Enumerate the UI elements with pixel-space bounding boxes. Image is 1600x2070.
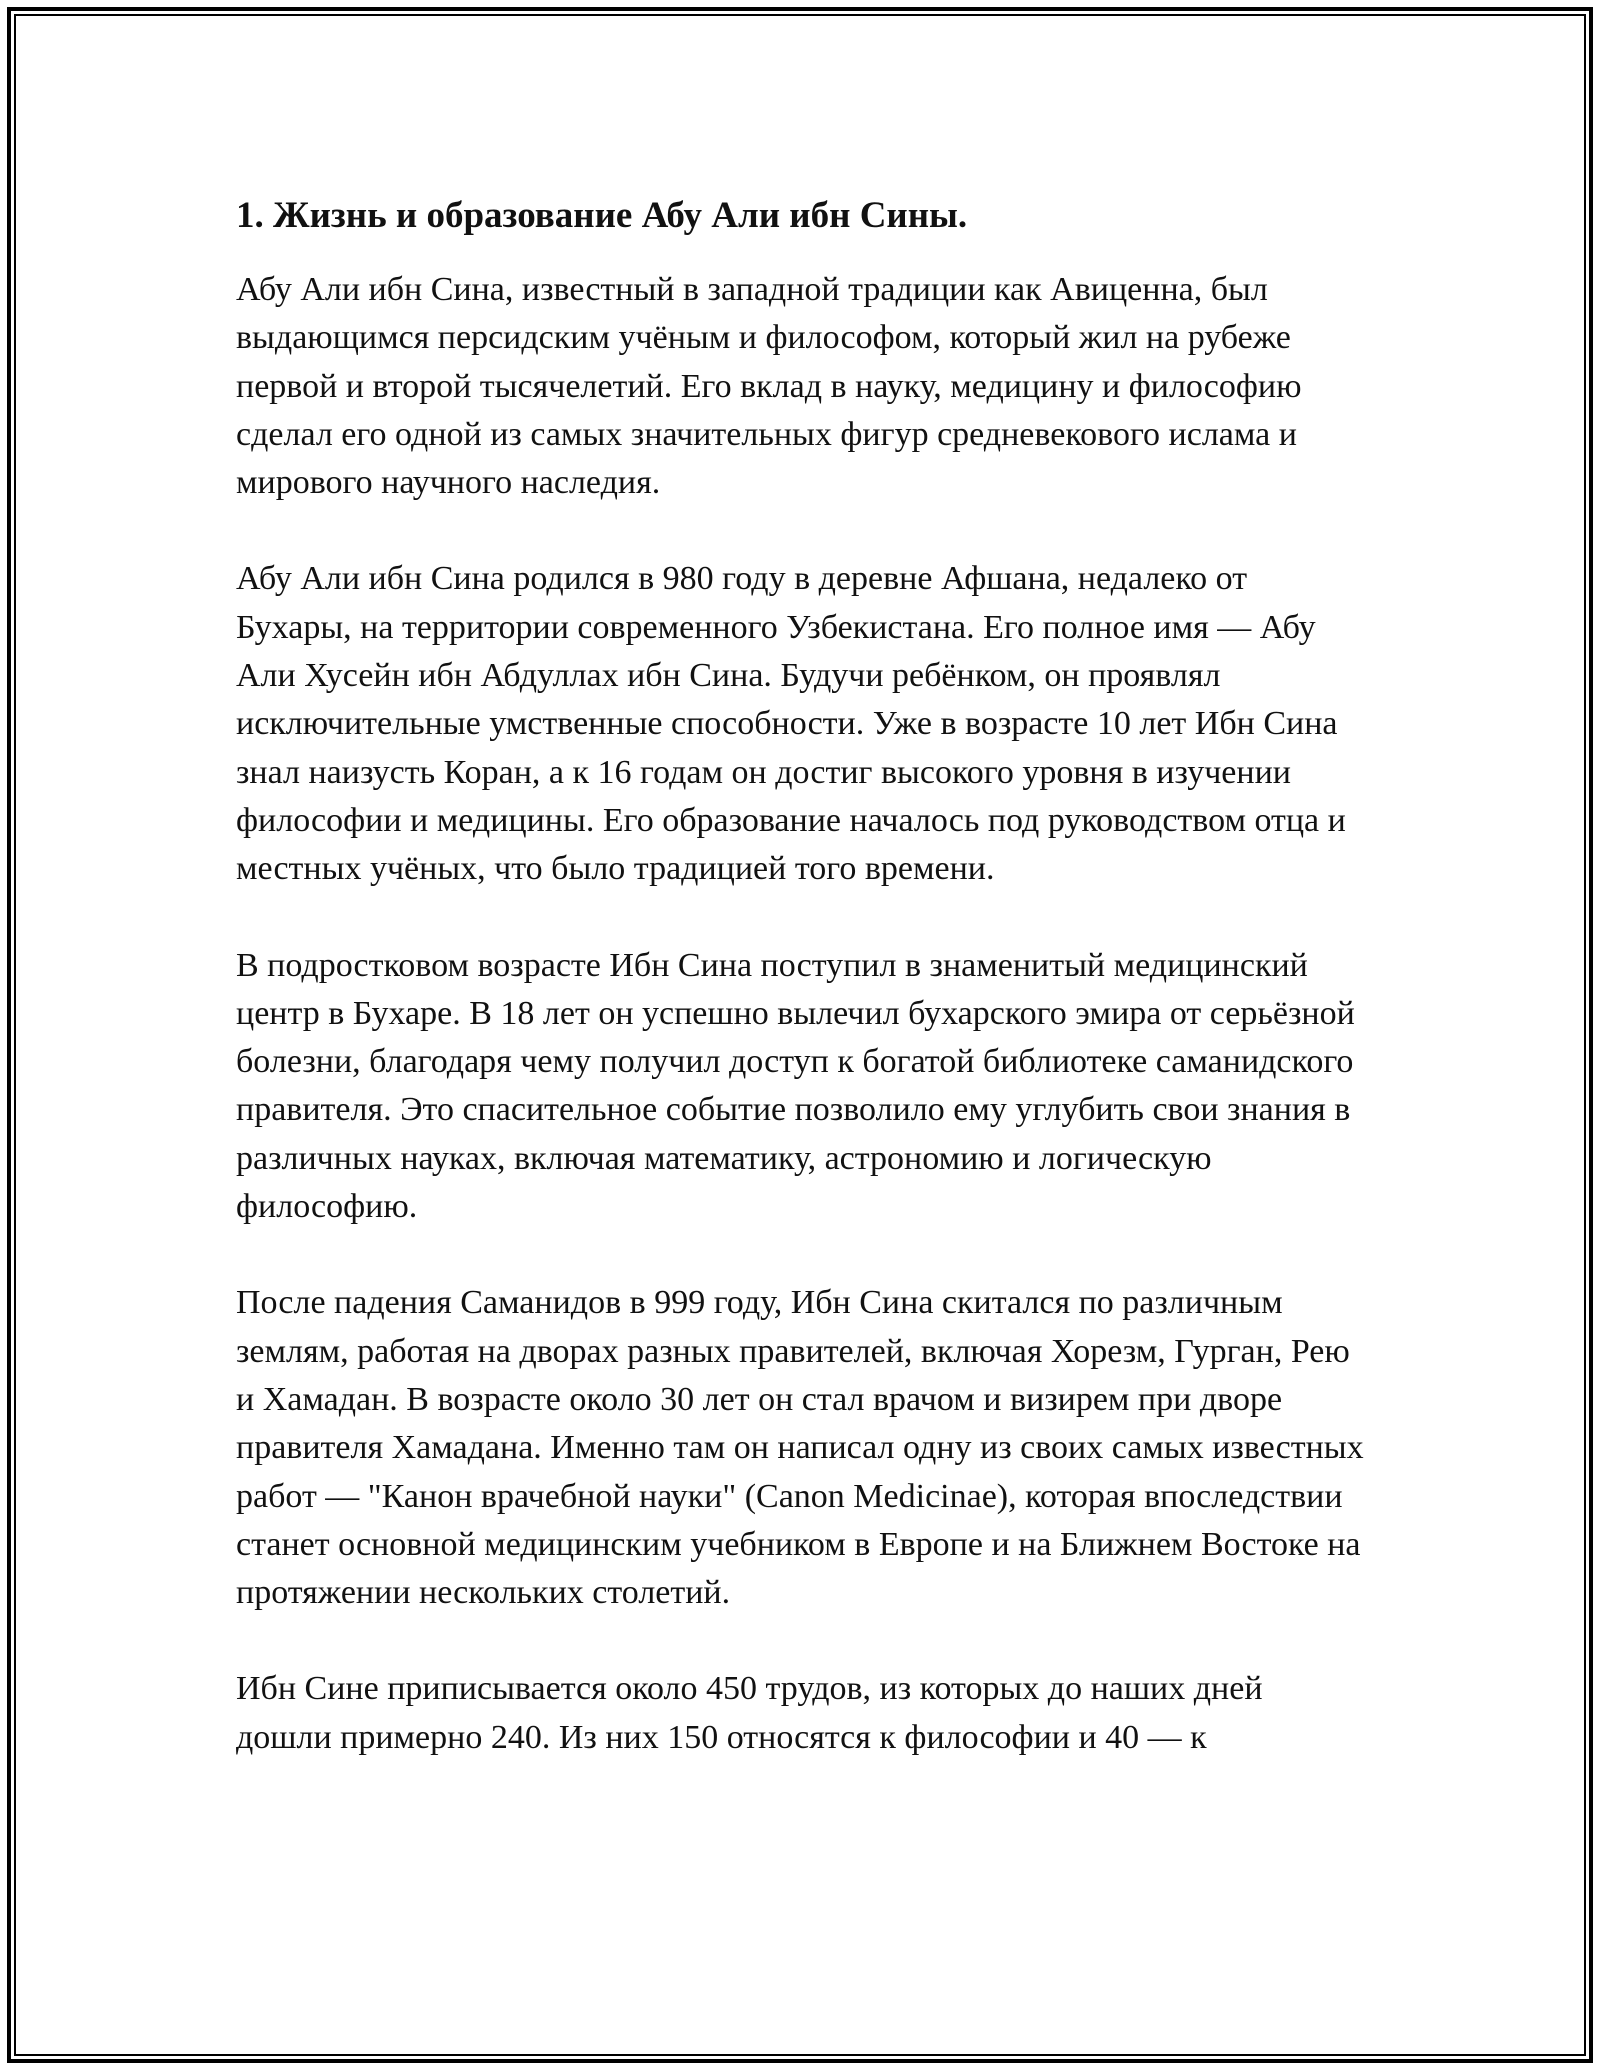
section-heading: 1. Жизнь и образование Абу Али ибн Сины. <box>236 195 968 236</box>
paragraph-wanderings: После падения Саманидов в 999 году, Ибн Сина скитался по различным землям, работая на дворах разных правителей, включая Хорезм, Гурган, Рею и Хамадан. В возрасте около 30 лет он стал врачом и визирем при дворе правителя Хамадана. Именно там он написал одну из своих самых известных работ — "Канон врачебной науки" (Canon Medicinae), которая впоследствии станет основной медицинским учебником в Европе и на Ближнем Востоке на протяжении нескольких столетий. <box>236 1284 1364 1612</box>
paragraph-introduction: Абу Али ибн Сина, известный в западной традиции как Авиценна, был выдающимся персидским учёным и философом, который жил на рубеже первой и второй тысячелетий. Его вклад в науку, медицину и философию сделал его одной из самых значительных фигур средневекового ислама и мирового научного наследия. <box>236 271 1302 502</box>
paragraph-works: Ибн Сине приписывается около 450 трудов, из которых до наших дней дошли примерно 240. Из них 150 относятся к философии и 40 — к <box>236 1670 1263 1756</box>
paragraph-bukhara-education: В подростковом возрасте Ибн Сина поступил в знаменитый медицинский центр в Бухаре. В 18 лет он успешно вылечил бухарского эмира от серьёзной болезни, благодаря чему получил доступ к богатой библиотеке саманидского правителя. Это спасительное событие позволило ему углубить свои знания в различных науках, включая математику, астрономию и логическую философию. <box>236 946 1355 1226</box>
document-body <box>236 188 1366 1762</box>
paragraph-early-life: Абу Али ибн Сина родился в 980 году в деревне Афшана, недалеко от Бухары, на территории современного Узбекистана. Его полное имя — Абу Али Хусейн ибн Абдуллах ибн Сина. Будучи ребёнком, он проявлял исключительные умственные способности. Уже в возрасте 10 лет Ибн Сина знал наизусть Коран, а к 16 годам он достиг высокого уровня в изучении философии и медицины. Его образование началось под руководством отца и местных учёных, что было традицией того времени. <box>236 560 1346 888</box>
